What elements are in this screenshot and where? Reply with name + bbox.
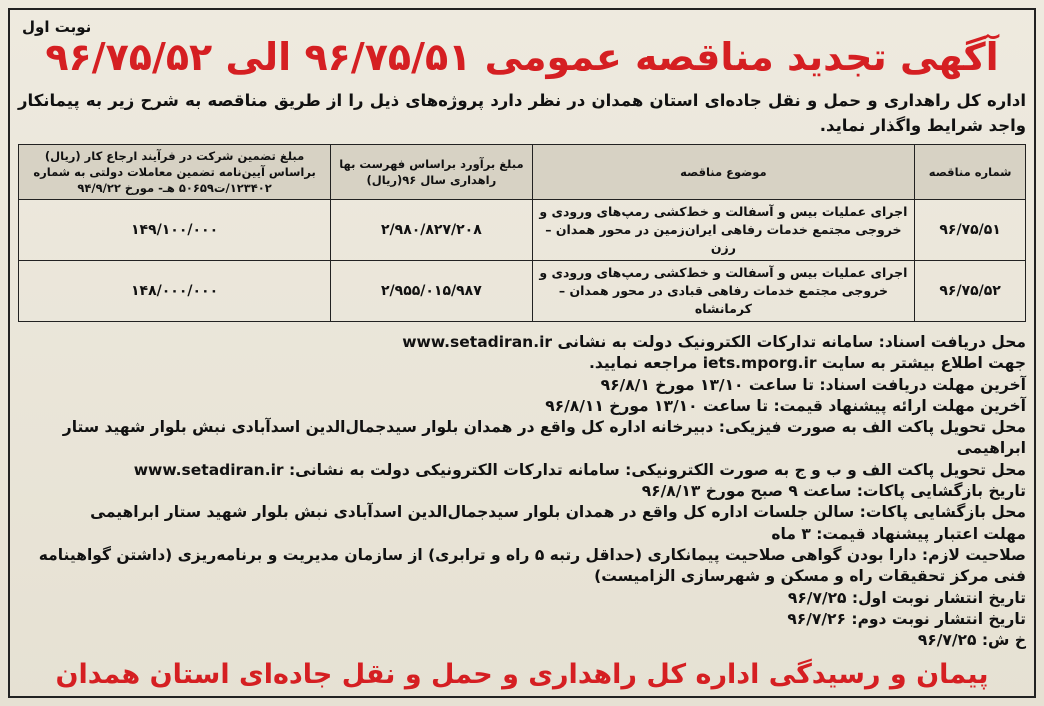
bid-deadline: آخرین مهلت ارائه پیشنهاد قیمت: تا ساعت ۱۳/۱۰ مورخ ۹۶/۸/۱۱ bbox=[545, 396, 1026, 415]
second-publication-date: تاریخ انتشار نوبت دوم: ۹۶/۷/۲۶ bbox=[787, 609, 1026, 628]
bid-validity: مهلت اعتبار پیشنهاد قیمت: ۳ ماه bbox=[771, 524, 1026, 543]
notice-details bbox=[18, 332, 1026, 651]
tender-estimate: ۲/۹۸۰/۸۲۷/۲۰۸ bbox=[331, 200, 532, 261]
opening-location: محل بازگشایی پاکات: سالن جلسات اداره کل واقع در همدان بلوار سیدجمال‌الدین اسدآبادی نبش بلوار شهید ستار ابراهیمی bbox=[90, 503, 1026, 522]
electronic-delivery: محل تحویل پاکت الف و ب و ج به صورت الکترونیکی: سامانه تدارکات الکترونیکی دولت به نشانی: www.setadiran.ir bbox=[133, 460, 1026, 479]
tender-table bbox=[18, 144, 1026, 322]
header-tender-number: شماره مناقصه bbox=[915, 145, 1026, 200]
turn-label: نوبت اول bbox=[22, 18, 92, 36]
notice-intro: اداره کل راهداری و حمل و نقل جاده‌ای استان همدان در نظر دارد پروژه‌های ذیل را از طریق مناقصه به شرح زیر به پیمانکار واجد شرایط واگذار نماید. bbox=[18, 91, 1026, 135]
notice-title: آگهی تجدید مناقصه عمومی ۹۶/۷۵/۵۱ الی ۹۶/۷۵/۵۲ bbox=[45, 35, 999, 79]
more-info: جهت اطلاع بیشتر به سایت iets.mporg.ir مراجعه نمایید. bbox=[589, 354, 1026, 373]
tender-number: ۹۶/۷۵/۵۲ bbox=[915, 261, 1026, 322]
opening-date: تاریخ بازگشایی پاکات: ساعت ۹ صبح مورخ ۹۶/۸/۱۳ bbox=[641, 482, 1026, 501]
reference-date: خ ش: ۹۶/۷/۲۵ bbox=[917, 631, 1026, 650]
first-publication-date: تاریخ انتشار نوبت اول: ۹۶/۷/۲۵ bbox=[787, 588, 1026, 607]
table-row bbox=[19, 261, 1026, 322]
header-guarantee: مبلغ تضمین شرکت در فرآیند ارجاع کار (ریال) براساس آیین‌نامه تضمین معاملات دولتی به شماره ۱۲۳۴۰۲/ت۵۰۶۵۹ هـ- مورخ ۹۴/۹/۲۲ bbox=[19, 145, 331, 200]
physical-delivery: محل تحویل پاکت الف به صورت فیزیکی: دبیرخانه اداره کل واقع در همدان بلوار سیدجمال‌الدین اسدآبادی نبش بلوار شهید ستار ابراهیمی bbox=[62, 418, 1026, 458]
documents-deadline: آخرین مهلت دریافت اسناد: تا ساعت ۱۳/۱۰ مورخ ۹۶/۸/۱ bbox=[600, 375, 1026, 394]
tender-subject: اجرای عملیات بیس و آسفالت و خط‌کشی رمپ‌های ورودی و خروجی مجتمع خدمات رفاهی ایران‌زمین در محور همدان – رزن bbox=[532, 200, 915, 261]
documents-location: محل دریافت اسناد: سامانه تدارکات الکترونیک دولت به نشانی www.setadiran.ir bbox=[402, 333, 1026, 351]
tender-guarantee: ۱۴۸/۰۰۰/۰۰۰ bbox=[19, 261, 331, 322]
tender-estimate: ۲/۹۵۵/۰۱۵/۹۸۷ bbox=[331, 261, 532, 322]
table-row bbox=[19, 200, 1026, 261]
notice-footer: پیمان و رسیدگی اداره کل راهداری و حمل و نقل جاده‌ای استان همدان bbox=[55, 659, 989, 690]
tender-guarantee: ۱۴۹/۱۰۰/۰۰۰ bbox=[19, 200, 331, 261]
tender-number: ۹۶/۷۵/۵۱ bbox=[915, 200, 1026, 261]
required-qualification: صلاحیت لازم: دارا بودن گواهی صلاحیت پیمانکاری (حداقل رتبه ۵ راه و ترابری) از سازمان مدیریت و برنامه‌ریزی (داشتن گواهینامه فنی مرکز تحقیقات راه و مسکن و شهرسازی الزامیست) bbox=[38, 545, 1026, 586]
header-tender-subject: موضوع مناقصه bbox=[532, 145, 915, 200]
table-header-row bbox=[19, 145, 1026, 200]
header-estimate: مبلغ برآورد براساس فهرست بها راهداری سال ۹۶(ریال) bbox=[331, 145, 532, 200]
tender-subject: اجرای عملیات بیس و آسفالت و خط‌کشی رمپ‌های ورودی و خروجی مجتمع خدمات رفاهی قبادی در محور همدان – کرمانشاه bbox=[532, 261, 915, 322]
